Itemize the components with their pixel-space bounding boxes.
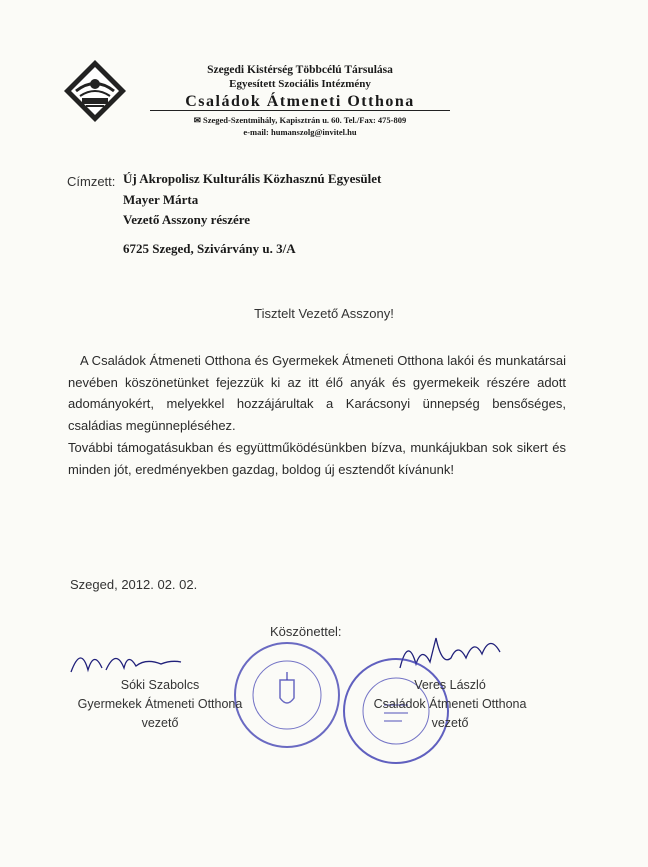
signatory-right-role: vezető [431, 716, 469, 730]
signatory-right-org: Családok Átmeneti Otthona [373, 697, 527, 711]
recipient-line1: Új Akropolisz Kulturális Közhasznú Egyesület [123, 171, 382, 186]
org-name-line1: Szegedi Kistérség Többcélú Társulása [207, 64, 393, 76]
signatory-right [355, 676, 545, 733]
signatory-left-role: vezető [141, 716, 179, 730]
recipient-line3: Vezető Asszony részére [123, 212, 251, 227]
header-address-text: Szeged-Szentmihály, Kapisztrán u. 60. Tel./Fax: 475-809 [202, 115, 407, 125]
org-name-line2: Egyesített Szociális Intézmény [229, 78, 371, 90]
header-rule [150, 110, 450, 111]
closing: Köszönettel: [270, 624, 342, 639]
salutation: Tisztelt Vezető Asszony! [254, 306, 394, 321]
body-paragraph-1: A Családok Átmeneti Otthona és Gyermekek Átmeneti Otthona lakói és munkatársai nevében köszönetünket fejezzük ki az itt élő anyák és gyermekeik részére adott adományokért, melyekkel hozzájárultak a Karácsonyi ünnepség bensőséges, családias megünnepléséhez. [68, 353, 566, 434]
signatory-left [60, 676, 260, 733]
recipient-label: Címzett: [67, 174, 116, 189]
recipient-address: 6725 Szeged, Szivárvány u. 3/A [123, 241, 296, 256]
institution-logo [62, 58, 128, 124]
signatory-right-name: Veres László [414, 678, 486, 692]
body-paragraph-2: További támogatásukban és együttműködésünkben bízva, munkájukban sok sikert és minden jót, eredményekben gazdag, boldog új esztendőt kívánunk! [68, 439, 566, 477]
header-email: e-mail: humanszolg@invitel.hu [243, 127, 357, 137]
org-name-line3: Családok Átmeneti Otthona [185, 93, 415, 110]
envelope-icon: ✉ [193, 115, 203, 125]
signatory-left-org: Gyermekek Átmeneti Otthona [77, 697, 243, 711]
signatory-left-name: Sóki Szabolcs [120, 678, 200, 692]
signature-left [66, 640, 186, 680]
letter-body [68, 350, 566, 480]
header-address [130, 115, 470, 126]
recipient-line2: Mayer Márta [123, 192, 199, 207]
letter-date: Szeged, 2012. 02. 02. [70, 577, 198, 592]
